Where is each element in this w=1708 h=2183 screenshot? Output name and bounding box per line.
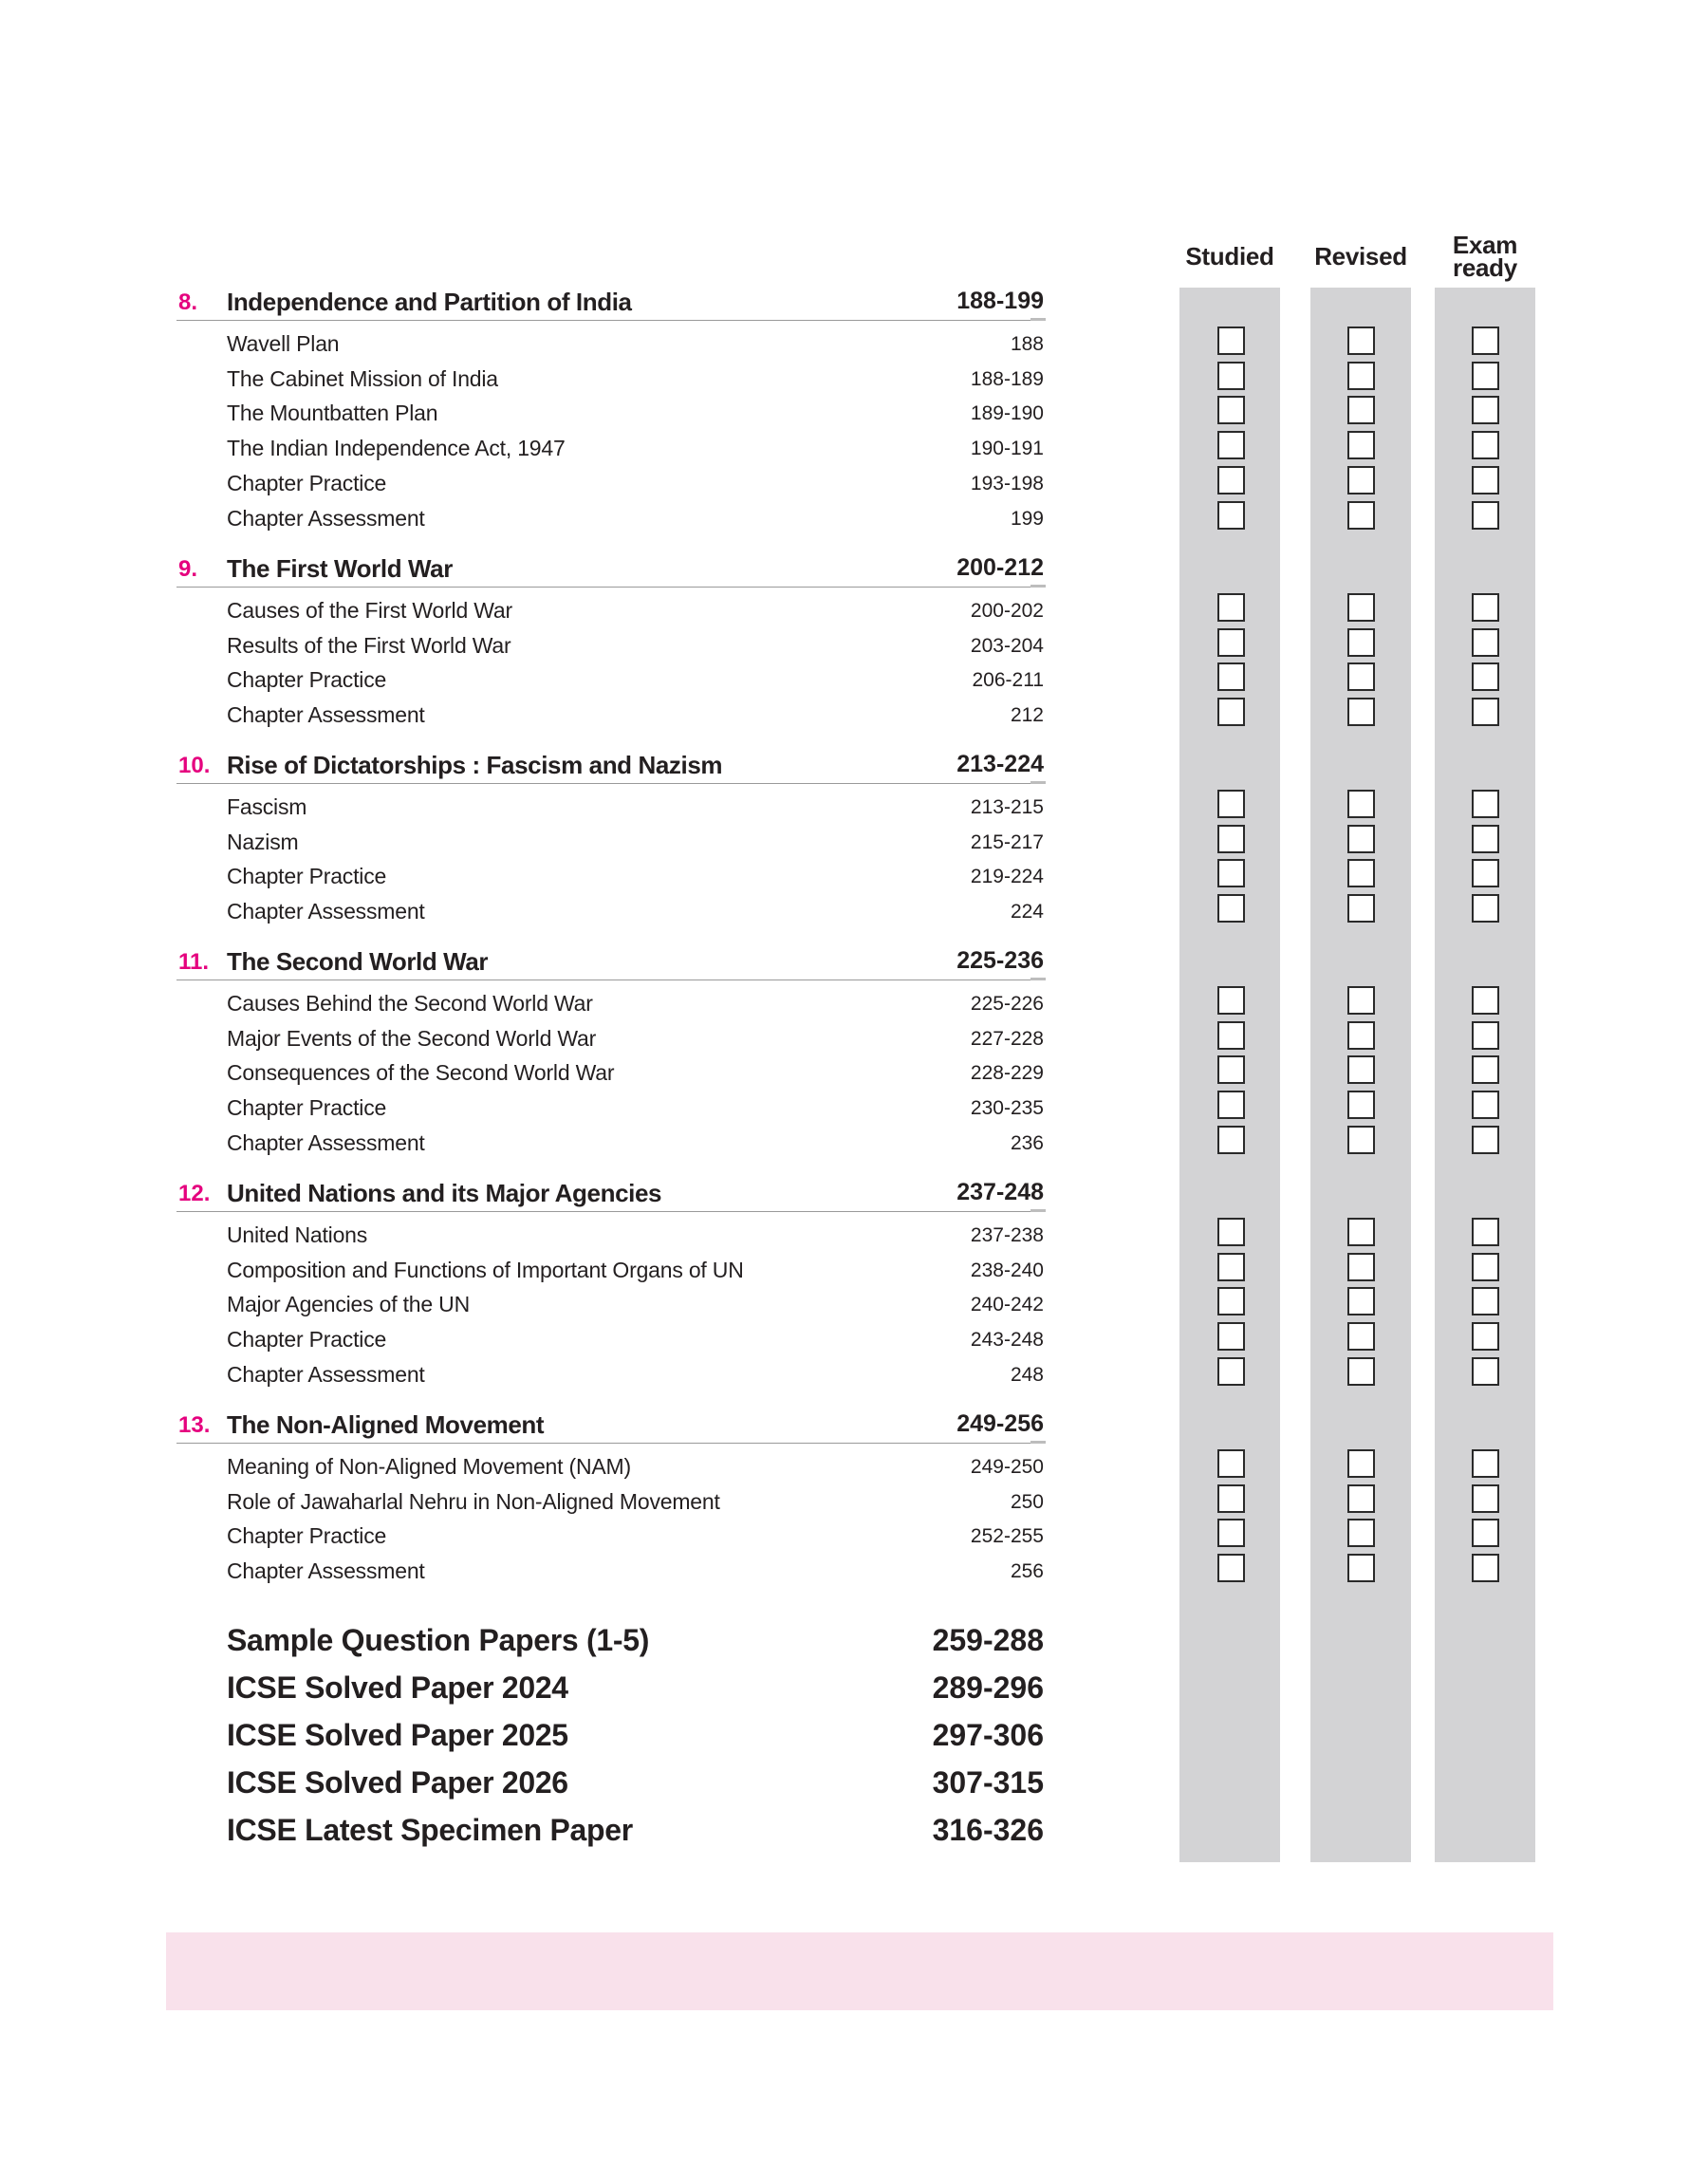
exam-ready-checkbox[interactable] <box>1472 662 1499 691</box>
topic-pages: 203-204 <box>970 634 1044 657</box>
topic-title: Chapter Practice <box>227 470 387 495</box>
exam-ready-checkbox[interactable] <box>1472 825 1499 853</box>
topic-pages: 193-198 <box>970 472 1044 494</box>
topic-title: Major Agencies of the UN <box>227 1292 470 1317</box>
topic-pages: 212 <box>1010 704 1044 727</box>
chapter-divider <box>176 320 1044 321</box>
revised-checkbox[interactable] <box>1347 1449 1375 1478</box>
extra-paper-pages: 307-315 <box>932 1765 1044 1800</box>
chapter-number: 13. <box>178 1412 211 1438</box>
revised-checkbox[interactable] <box>1347 466 1375 494</box>
chapter-title: The Non-Aligned Movement <box>227 1410 545 1439</box>
chapter-divider <box>176 1443 1044 1444</box>
exam-ready-checkbox[interactable] <box>1472 501 1499 530</box>
studied-checkbox[interactable] <box>1217 1519 1245 1547</box>
revised-checkbox[interactable] <box>1347 1126 1375 1154</box>
studied-checkbox[interactable] <box>1217 431 1245 459</box>
revised-checkbox[interactable] <box>1347 1055 1375 1084</box>
topic-title: The Indian Independence Act, 1947 <box>227 436 566 461</box>
exam-ready-checkbox[interactable] <box>1472 859 1499 887</box>
topic-title: Meaning of Non-Aligned Movement (NAM) <box>227 1454 631 1479</box>
topic-title: Consequences of the Second World War <box>227 1060 615 1086</box>
exam-ready-checkbox[interactable] <box>1472 894 1499 923</box>
topic-pages: 213-215 <box>970 796 1044 818</box>
topic-title: Chapter Assessment <box>227 505 425 531</box>
exam-ready-checkbox[interactable] <box>1472 628 1499 657</box>
topic-title: Composition and Functions of Important Organs of UN <box>227 1257 744 1282</box>
topic-pages: 206-211 <box>972 669 1044 692</box>
revised-checkbox[interactable] <box>1347 1287 1375 1315</box>
footer-band <box>166 1932 1553 2010</box>
topic-pages: 237-238 <box>970 1224 1044 1246</box>
exam-ready-checkbox[interactable] <box>1472 593 1499 622</box>
studied-checkbox[interactable] <box>1217 1218 1245 1246</box>
topic-title: Major Events of the Second World War <box>227 1025 597 1051</box>
chapter-title: The Second World War <box>227 947 489 976</box>
studied-checkbox[interactable] <box>1217 1449 1245 1478</box>
revised-checkbox[interactable] <box>1347 790 1375 818</box>
exam-ready-checkbox[interactable] <box>1472 1021 1499 1050</box>
chapter-page-range: 213-224 <box>956 751 1044 777</box>
chapter-divider <box>176 1211 1044 1212</box>
extra-paper-pages: 316-326 <box>932 1813 1044 1847</box>
topic-title: Chapter Assessment <box>227 702 425 728</box>
studied-checkbox[interactable] <box>1217 1357 1245 1386</box>
chapter-number: 8. <box>178 289 198 315</box>
chapter-title: Rise of Dictatorships : Fascism and Nazism <box>227 751 723 779</box>
topic-pages: 236 <box>1010 1131 1044 1154</box>
revised-checkbox[interactable] <box>1347 894 1375 923</box>
studied-checkbox[interactable] <box>1217 327 1245 355</box>
revised-checkbox[interactable] <box>1347 1218 1375 1246</box>
studied-checkbox[interactable] <box>1217 1253 1245 1281</box>
topic-pages: 224 <box>1010 901 1044 924</box>
chapter-page-range: 188-199 <box>956 288 1044 314</box>
revised-checkbox[interactable] <box>1347 327 1375 355</box>
exam-ready-checkbox[interactable] <box>1472 1357 1499 1386</box>
chapter-divider-tick <box>1030 1441 1046 1444</box>
exam-ready-checkbox[interactable] <box>1472 790 1499 818</box>
chapter-title: United Nations and its Major Agencies <box>227 1179 662 1207</box>
topic-title: Fascism <box>227 794 307 819</box>
revised-checkbox[interactable] <box>1347 1519 1375 1547</box>
topic-pages: 189-190 <box>970 402 1044 425</box>
topic-title: The Cabinet Mission of India <box>227 365 498 391</box>
exam-ready-checkbox[interactable] <box>1472 1287 1499 1315</box>
topic-title: Chapter Assessment <box>227 1361 425 1387</box>
extra-paper-pages: 289-296 <box>932 1670 1044 1705</box>
revised-checkbox[interactable] <box>1347 362 1375 390</box>
chapter-title: Independence and Partition of India <box>227 288 632 316</box>
revised-checkbox[interactable] <box>1347 1484 1375 1513</box>
studied-checkbox[interactable] <box>1217 1287 1245 1315</box>
exam-ready-checkbox[interactable] <box>1472 362 1499 390</box>
studied-checkbox[interactable] <box>1217 593 1245 622</box>
exam-ready-checkbox[interactable] <box>1472 1449 1499 1478</box>
studied-checkbox[interactable] <box>1217 1126 1245 1154</box>
revised-checkbox[interactable] <box>1347 662 1375 691</box>
chapter-number: 10. <box>178 753 211 778</box>
chapter-number: 12. <box>178 1181 211 1206</box>
studied-checkbox[interactable] <box>1217 1322 1245 1351</box>
topic-pages: 200-202 <box>970 600 1044 622</box>
topic-pages: 238-240 <box>970 1259 1044 1281</box>
topic-title: Role of Jawaharlal Nehru in Non-Aligned Movement <box>227 1488 720 1514</box>
topic-title: Chapter Practice <box>227 1095 387 1121</box>
topic-title: Chapter Practice <box>227 1327 387 1353</box>
studied-checkbox[interactable] <box>1217 501 1245 530</box>
studied-checkbox[interactable] <box>1217 825 1245 853</box>
topic-title: Chapter Practice <box>227 864 387 889</box>
topic-pages: 230-235 <box>970 1097 1044 1120</box>
studied-checkbox[interactable] <box>1217 1091 1245 1119</box>
exam-ready-header-line1: Exam <box>1452 231 1518 259</box>
revised-checkbox[interactable] <box>1347 1554 1375 1582</box>
studied-checkbox[interactable] <box>1217 662 1245 691</box>
revised-checkbox[interactable] <box>1347 593 1375 622</box>
chapter-divider <box>176 587 1044 588</box>
exam-ready-checkbox[interactable] <box>1472 1091 1499 1119</box>
chapter-divider <box>176 783 1044 784</box>
chapter-page-range: 200-212 <box>956 554 1044 581</box>
topic-pages: 243-248 <box>970 1329 1044 1352</box>
studied-checkbox[interactable] <box>1217 790 1245 818</box>
topic-title: The Mountbatten Plan <box>227 401 438 426</box>
topic-pages: 188 <box>1010 333 1044 355</box>
exam-ready-checkbox[interactable] <box>1472 1484 1499 1513</box>
extra-paper-title: Sample Question Papers (1-5) <box>227 1623 650 1657</box>
topic-pages: 256 <box>1010 1560 1044 1583</box>
studied-checkbox[interactable] <box>1217 1554 1245 1582</box>
studied-checkbox[interactable] <box>1217 859 1245 887</box>
topic-title: Wavell Plan <box>227 331 340 356</box>
exam-ready-checkbox[interactable] <box>1472 1322 1499 1351</box>
revised-checkbox[interactable] <box>1347 825 1375 853</box>
topic-pages: 250 <box>1010 1490 1044 1513</box>
extra-paper-pages: 297-306 <box>932 1718 1044 1752</box>
revised-checkbox[interactable] <box>1347 1357 1375 1386</box>
extra-paper-title: ICSE Solved Paper 2025 <box>227 1718 568 1752</box>
chapter-page-range: 249-256 <box>956 1410 1044 1437</box>
chapter-divider-tick <box>1030 585 1046 588</box>
studied-checkbox[interactable] <box>1217 396 1245 424</box>
studied-checkbox[interactable] <box>1217 986 1245 1015</box>
exam-ready-checkbox[interactable] <box>1472 466 1499 494</box>
exam-ready-checkbox[interactable] <box>1472 1218 1499 1246</box>
extra-paper-title: ICSE Latest Specimen Paper <box>227 1813 633 1847</box>
revised-checkbox[interactable] <box>1347 1021 1375 1050</box>
studied-checkbox[interactable] <box>1217 362 1245 390</box>
topic-title: Results of the First World War <box>227 632 511 658</box>
exam-ready-checkbox[interactable] <box>1472 1519 1499 1547</box>
studied-checkbox[interactable] <box>1217 466 1245 494</box>
chapter-divider-tick <box>1030 318 1046 321</box>
studied-checkbox[interactable] <box>1217 1021 1245 1050</box>
revised-checkbox[interactable] <box>1347 1322 1375 1351</box>
revised-checkbox[interactable] <box>1347 859 1375 887</box>
exam-ready-header-line2: ready <box>1453 253 1517 282</box>
topic-title: Nazism <box>227 829 299 854</box>
exam-ready-checkbox[interactable] <box>1472 396 1499 424</box>
exam-ready-checkbox[interactable] <box>1472 431 1499 459</box>
topic-pages: 248 <box>1010 1363 1044 1386</box>
revised-checkbox[interactable] <box>1347 396 1375 424</box>
chapter-number: 11. <box>178 949 210 975</box>
revised-checkbox[interactable] <box>1347 431 1375 459</box>
studied-checkbox[interactable] <box>1217 1484 1245 1513</box>
topic-pages: 199 <box>1010 507 1044 530</box>
chapter-divider-tick <box>1030 781 1046 784</box>
exam-ready-checkbox[interactable] <box>1472 1554 1499 1582</box>
topic-title: Causes of the First World War <box>227 598 512 623</box>
revised-checkbox[interactable] <box>1347 698 1375 726</box>
exam-ready-column-header <box>1419 231 1551 282</box>
extra-paper-title: ICSE Solved Paper 2024 <box>227 1670 568 1705</box>
studied-column-header: Studied <box>1185 242 1274 271</box>
chapter-divider-tick <box>1030 1209 1046 1212</box>
topic-title: Causes Behind the Second World War <box>227 991 593 1016</box>
topic-title: Chapter Assessment <box>227 899 425 924</box>
extra-paper-pages: 259-288 <box>932 1623 1044 1657</box>
topic-title: Chapter Practice <box>227 667 387 693</box>
topic-pages: 190-191 <box>970 438 1044 460</box>
revised-checkbox[interactable] <box>1347 1253 1375 1281</box>
studied-checkbox[interactable] <box>1217 698 1245 726</box>
topic-pages: 215-217 <box>970 830 1044 853</box>
topic-pages: 225-226 <box>970 993 1044 1015</box>
revised-checkbox[interactable] <box>1347 986 1375 1015</box>
revised-checkbox[interactable] <box>1347 1091 1375 1119</box>
topic-pages: 227-228 <box>970 1027 1044 1050</box>
extra-paper-title: ICSE Solved Paper 2026 <box>227 1765 568 1800</box>
topic-title: United Nations <box>227 1222 368 1247</box>
topic-title: Chapter Practice <box>227 1523 387 1549</box>
studied-checkbox[interactable] <box>1217 628 1245 657</box>
chapter-title: The First World War <box>227 554 453 583</box>
topic-pages: 219-224 <box>970 866 1044 888</box>
revised-checkbox[interactable] <box>1347 628 1375 657</box>
topic-title: Chapter Assessment <box>227 1129 425 1155</box>
exam-ready-checkbox[interactable] <box>1472 1253 1499 1281</box>
topic-pages: 240-242 <box>970 1294 1044 1316</box>
exam-ready-checkbox[interactable] <box>1472 1126 1499 1154</box>
revised-column-header: Revised <box>1314 242 1407 271</box>
studied-checkbox[interactable] <box>1217 1055 1245 1084</box>
topic-pages: 188-189 <box>970 367 1044 390</box>
exam-ready-checkbox[interactable] <box>1472 327 1499 355</box>
chapter-page-range: 225-236 <box>956 947 1044 974</box>
topic-pages: 228-229 <box>970 1062 1044 1085</box>
chapter-divider-tick <box>1030 978 1046 980</box>
topic-pages: 249-250 <box>970 1456 1044 1478</box>
exam-ready-checkbox[interactable] <box>1472 698 1499 726</box>
studied-checkbox[interactable] <box>1217 894 1245 923</box>
chapter-page-range: 237-248 <box>956 1179 1044 1205</box>
topic-title: Chapter Assessment <box>227 1558 425 1584</box>
topic-pages: 252-255 <box>970 1525 1044 1548</box>
revised-checkbox[interactable] <box>1347 501 1375 530</box>
exam-ready-checkbox[interactable] <box>1472 1055 1499 1084</box>
chapter-number: 9. <box>178 556 198 582</box>
exam-ready-checkbox[interactable] <box>1472 986 1499 1015</box>
